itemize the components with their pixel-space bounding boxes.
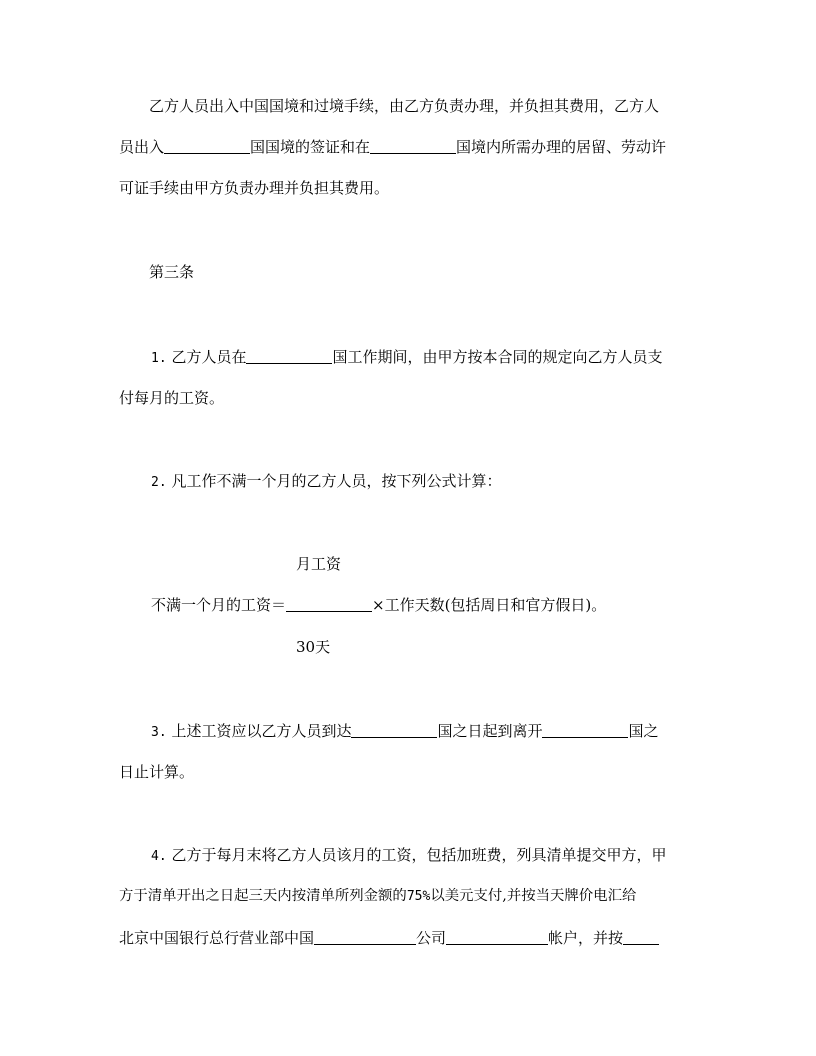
fill-in-blank [164, 137, 250, 154]
text: 以美元支付,并按当天牌价电汇给 [430, 888, 637, 904]
fill-in-blank [623, 928, 659, 945]
item-4-line-3 [119, 928, 659, 948]
item-3-line-2 [119, 762, 194, 782]
text: 不满一个月的工资＝ [151, 596, 287, 614]
text: 乙方于每月末将乙方人员该月的工资，包括加班费，列具清单提交甲方，甲 [171, 846, 667, 864]
text: 付每月的工资。 [119, 389, 225, 407]
text: 乙方人员出入中国国境和过境手续，由乙方负责办理，并负担其费用，乙方人 [149, 97, 660, 115]
text: 公司 [416, 929, 447, 947]
fill-in-blank [351, 721, 437, 738]
formula-line [151, 595, 606, 615]
paragraph-1-line-1 [149, 96, 659, 116]
item-number: 1. [151, 351, 167, 366]
text: 可证手续由甲方负责办理并负担其费用。 [119, 179, 390, 197]
text: 方于清单开出之日起三天内按清单所列金额的 [119, 888, 407, 904]
fill-in-blank [246, 347, 332, 364]
item-number: 2. [151, 475, 167, 490]
item-3-line-1 [151, 721, 658, 741]
article-heading [149, 262, 194, 282]
fill-in-blank [314, 928, 416, 945]
item-4-line-1 [151, 845, 666, 865]
text: 北京中国银行总行营业部中国 [119, 929, 315, 947]
text: 乙方人员在 [171, 348, 247, 366]
paragraph-1-line-2 [119, 137, 666, 157]
text: 凡工作不满一个月的乙方人员，按下列公式计算： [171, 472, 502, 490]
item-number: 3. [151, 725, 167, 740]
percentage: 75% [406, 889, 431, 904]
text: 国之 [628, 722, 659, 740]
text: 月工资 [296, 555, 342, 573]
text: 国之日起到离开 [437, 722, 543, 740]
formula-denominator [296, 637, 330, 657]
item-2 [151, 471, 501, 491]
fill-in-blank [446, 928, 548, 945]
text: 员出入 [119, 138, 165, 156]
item-1-line-2 [119, 388, 224, 408]
formula-numerator [296, 554, 341, 574]
text: 日止计算。 [119, 763, 195, 781]
fill-in-blank [286, 595, 372, 612]
text: 国境内所需办理的居留、劳动许 [456, 138, 667, 156]
article-title: 第三条 [149, 263, 195, 281]
text: 国国境的签证和在 [250, 138, 371, 156]
text: 帐户，并按 [548, 929, 624, 947]
fill-in-blank [542, 721, 628, 738]
item-4-line-2 [119, 886, 636, 906]
item-number: 4. [151, 849, 167, 864]
fill-in-blank [370, 137, 456, 154]
text: 30天 [296, 638, 331, 656]
item-1-line-1 [151, 347, 662, 367]
text: 上述工资应以乙方人员到达 [171, 722, 352, 740]
text: 国工作期间，由甲方按本合同的规定向乙方人员支 [332, 348, 663, 366]
text: ×工作天数(包括周日和官方假日)。 [372, 596, 607, 614]
paragraph-1-line-3 [119, 178, 389, 198]
